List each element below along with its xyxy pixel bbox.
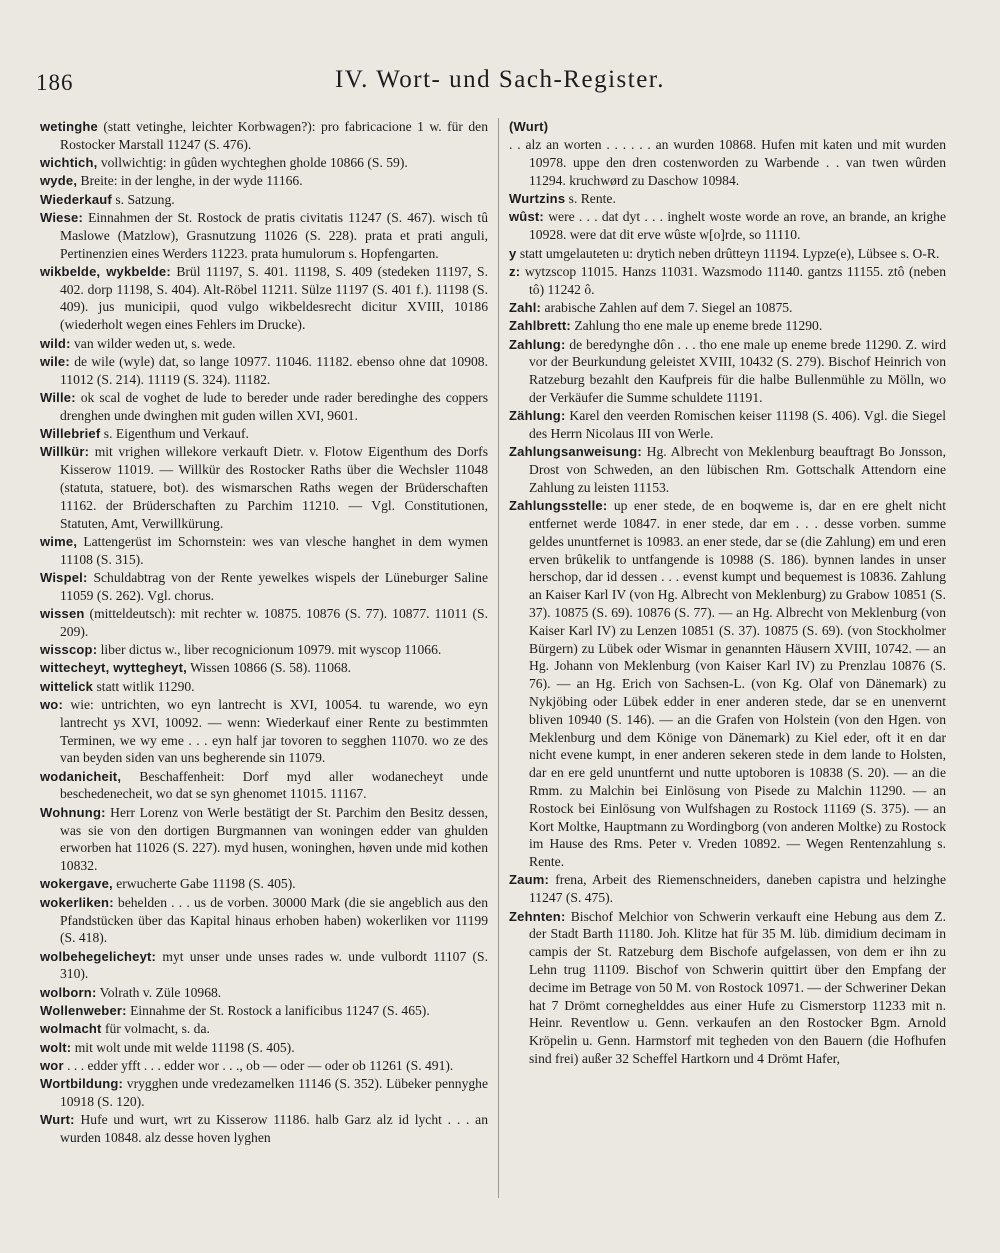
entry-headword: Willkür: (40, 444, 90, 460)
register-entry (509, 299, 946, 317)
entry-text: up ener stede, de en boqweme is, dar en ere ghelt nicht entfernet werde 10847. in ener stede, dar em . . . desse vorben. summe geldes ununtfernet is 10983. an ener stede, dar se (die Zahlung) em und eren erven brûkelik to untfangende is 10988 (S. 186). bynnen landes in unser herschop, dar id dessen . . . evenst kumpt und bequemest is 10836. Zahlung an Kaiser Karl IV (von Hg. Albrecht von Meklenburg) zu Grabow 10851 (S. 37). 10875 (S. 69). 10876 (S. 77). — an Hg. Albrecht von Meklenburg (von Kaiser Karl IV) zu Lenzen 10851 (S. 37). 10875 (S. 69). (von Stockholmer Bürgern) zu Lübek oder Wismar in genannten Häusern XVIII, 10742. — an Hg. Johann von Meklenburg (von Kaiser Karl IV) zu Prenzlau 10876 (S. 76). — an Hg. Erich von Sachsen-L. (von Kg. Olaf von Dänemark) zu Nykjöbing oder Lübek edder in ener anderen stede, dar se en unenvernt bliven 10940 (S. 146). — an die Grafen von Holstein (von den Hgen. von Meklenburg und dem Könige von Dänemark) zu Kiel eder, oft it en dar nicht evene kumpt, in ener anderen sekeren stede in dem lande to Holsten, dar en ere geld ununtfernt und nutte uptoboren is 10838 (S. 20). — an die Rmm. zu Malchin bei Einlösung von Pisede zu Malchin 11290. — an Rostock bei Einlösung von Wulfshagen zu Rostock 11169 (S. 375). — an Kort Moltke, Hauptmann zu Wordingborg (von anderen Moltke) zu Rostock im Hause des Rms. Peter v. Vreden 10892. — Wegen Rentenzahlung s. Rente. (529, 498, 946, 870)
entry-text: Einnahmen der St. Rostock de pratis civitatis 11247 (S. 467). wisch tû Maslowe (Matzlow), Grasnutzung 11026 (S. 228). prata et prati anguli, Pertinenzien eines Werders 11223. prata humulorum s. Hopfengarten. (60, 209, 488, 261)
register-entry (40, 263, 488, 334)
entry-text: s. Eigenthum und Verkauf. (100, 426, 249, 442)
entry-headword: wokerliken: (40, 894, 114, 910)
entry-text: statt witlik 11290. (93, 678, 195, 694)
register-entry (40, 696, 488, 767)
entry-headword: Zaum: (509, 872, 549, 888)
register-entry (40, 191, 488, 209)
entry-text: Lattengerüst im Schornstein: wes van vlesche hanghet in dem wymen 11108 (S. 315). (60, 533, 488, 567)
entry-text: s. Satzung. (111, 191, 175, 207)
entry-text: Breite: in der lenghe, in der wyde 11166. (77, 173, 303, 189)
register-entry (40, 1039, 488, 1057)
register-entry (509, 497, 946, 871)
entry-headword: Zahlbrett: (509, 318, 571, 334)
entry-text: Hufe und wurt, wrt zu Kisserow 11186. halb Garz alz id lycht . . . an wurden 10848. alz desse hoven lyghen (60, 1112, 488, 1146)
entry-headword: Wortbildung: (40, 1076, 124, 1092)
entry-headword: wittelick (40, 678, 94, 694)
entry-text: Volrath v. Züle 10968. (96, 984, 222, 1000)
entry-text: vrygghen unde vredezamelken 11146 (S. 352). Lübeker pennyghe 10918 (S. 120). (60, 1076, 488, 1110)
entry-text: statt umgelauteten u: drytich neben drûtteyn 11194. Lypze(e), Lübsee s. O-R. (516, 245, 940, 261)
register-entry (40, 1002, 488, 1020)
entry-text: de beredynghe dôn . . . tho ene male up eneme brede 11290. Z. wird vor der Beurkundung geleistet XVIII, 10432 (S. 279). Bischof Heinrich von Ratzeburg bezahlt den Kaufpreis für die halbe Bullenmühle zu Mölln, wo der Verkäufer die Summe schuldete 11191. (529, 336, 946, 405)
entry-headword: wokergave, (40, 876, 113, 892)
register-entry (509, 871, 946, 907)
entry-text: myt unser unde unses rades w. unde vulbordt 11107 (S. 310). (60, 948, 488, 982)
entry-headword: Wollenweber: (40, 1003, 127, 1019)
register-entry (40, 804, 488, 875)
entry-headword: Wiederkauf (40, 191, 112, 207)
entry-headword: Zahl: (509, 299, 542, 315)
register-entry (40, 678, 488, 696)
register-entry (40, 984, 488, 1002)
register-entry (40, 335, 488, 353)
entry-text: . . alz an worten . . . . . . an wurden 10868. Hufen mit katen und mit wurden 10978. uppe den dren costenworden zu Warbende . . van twen wûrden 11294. kruchwørd zu Daschow 10984. (509, 137, 946, 188)
entry-text: . . . edder yfft . . . edder wor . . ., ob — oder — oder ob 11261 (S. 491). (63, 1057, 454, 1073)
register-entry (40, 118, 488, 154)
entry-headword: wikbelde, wykbelde: (40, 263, 171, 279)
register-entry (40, 1075, 488, 1111)
entry-headword: wisscop: (40, 642, 98, 658)
register-entry (509, 317, 946, 335)
entry-headword: wittecheyt, wyttegheyt, (40, 660, 187, 676)
entry-headword: wûst: (509, 209, 544, 225)
entry-text: Karel den veerden Romischen keiser 11198 (S. 406). Vgl. die Siegel des Herrn Nicolaus III von Werle. (529, 408, 946, 442)
register-entry (509, 443, 946, 496)
entry-headword: z: (509, 263, 521, 279)
register-entry (509, 407, 946, 443)
entry-text: Wissen 10866 (S. 58). 11068. (186, 660, 352, 676)
entry-text: frena, Arbeit des Riemenschneiders, daneben capistra und helzinghe 11247 (S. 475). (529, 872, 946, 906)
entry-text: wytzscop 11015. Hanzs 11031. Wazsmodo 11140. gantzs 11155. ztô (neben tô) 11242 ô. (520, 263, 946, 297)
entry-text: (mitteldeutsch): mit rechter w. 10875. 10876 (S. 77). 10877. 11011 (S. 209). (60, 606, 488, 639)
register-entry (509, 908, 946, 1068)
entry-text: van wilder weden ut, s. wede. (70, 335, 236, 351)
entry-text: Einnahme der St. Rostock a lanificibus 11247 (S. 465). (126, 1003, 430, 1019)
entry-headword: Wurtzins (509, 191, 566, 207)
entry-headword: (Wurt) (509, 119, 549, 134)
entry-text: behelden . . . us de vorben. 30000 Mark (die sie angeblich aus den Pfandstücken über das Kapital hinaus erhoben haben) wokerliken vor 11199 (S. 418). (60, 894, 488, 946)
entry-headword: wissen (40, 606, 85, 622)
entry-text: ok scal de voghet de lude to bereder unde rader beredinghe des coppers drenghen unde dwinghen mit guden willen XVI, 9601. (60, 389, 488, 423)
entry-headword: Wurt: (40, 1112, 75, 1128)
entry-text: liber dictus w., liber recognicionum 10979. mit wyscop 11066. (97, 642, 442, 658)
running-head: IV. Wort- und Sach-Register. (334, 66, 665, 93)
entry-headword: wichtich, (40, 155, 98, 171)
entry-text: Brül 11197, S. 401. 11198, S. 409 (stedeken 11197, S. 402. dorp 11198, S. 404). Alt-Röbel 11211. Sülze 11197 (S. 401 f.). 11198 (S. 409). jus municipii, quod vulgo wikbeldesrecht dicitur XVIII, 10186 (wiederholt wegen eines Fehlers im Drucke). (60, 263, 488, 333)
register-entry (40, 948, 488, 984)
register-entry (40, 1111, 488, 1147)
entry-text: erwucherte Gabe 11198 (S. 405). (112, 876, 296, 892)
register-entry (40, 443, 488, 532)
register-entry (509, 208, 946, 244)
register-entry (40, 641, 488, 659)
left-column (40, 118, 488, 1147)
column-divider (498, 118, 499, 1198)
register-entry (40, 875, 488, 893)
entry-headword: Wille: (40, 389, 76, 405)
entry-headword: wild: (40, 335, 71, 351)
register-entry (509, 136, 946, 189)
register-entry (509, 336, 946, 407)
entry-headword: Zahlung: (509, 336, 566, 352)
register-entry (40, 659, 488, 677)
entry-headword: Wispel: (40, 569, 88, 585)
register-entry (40, 425, 488, 443)
register-entry (509, 245, 946, 263)
register-entry (40, 768, 488, 804)
entry-headword: wyde, (40, 173, 78, 189)
register-entry (40, 154, 488, 172)
register-entry (40, 569, 488, 605)
entry-headword: y (509, 245, 517, 261)
entry-headword: wo: (40, 697, 63, 712)
entry-text: s. Rente. (565, 191, 616, 207)
register-entry (40, 209, 488, 262)
register-entry (40, 605, 488, 641)
entry-headword: wime, (40, 533, 78, 549)
entry-headword: wor (40, 1057, 64, 1073)
entry-text: mit vrighen willekore verkauft Dietr. v. Flotow Eigenthum des Dorfs Kisserow 11019. — Willkür des Rostocker Raths über die Wechsler 11048 (statuta, statuere, bot). des wismarschen Raths wegen der Brüderschaften 11162. der Brüderschaften zu Parchim 11210. — Vgl. Constitutionen, Statuten, Amt, Verwillkürung. (60, 444, 488, 531)
register-entry (40, 172, 488, 190)
entry-text: Schuldabtrag von der Rente yewelkes wispels der Lüneburger Saline 11059 (S. 262). Vgl. chorus. (60, 569, 488, 603)
right-column (509, 118, 946, 1068)
page-number: 186 (36, 70, 74, 95)
entry-headword: Zehnten: (509, 908, 566, 924)
entry-text: arabische Zahlen auf dem 7. Siegel an 10875. (541, 299, 793, 315)
entry-text: were . . . dat dyt . . . inghelt woste worde an rove, an brande, an krighe 10928. were dat dit erve wûste w[o]rde, so 11110. (529, 209, 946, 243)
entry-headword: Wiese: (40, 209, 83, 225)
register-entry (40, 353, 488, 389)
entry-text: Zahlung tho ene male up eneme brede 11290. (570, 318, 823, 334)
entry-text: Bischof Melchior von Schwerin verkauft eine Hebung aus dem Z. der Stadt Barth 11180. Joh. Klitze hat für 35 M. lüb. dimidium decimam in campis der St. Ratzeburg dem Bischofe aufgelassen, von dem er ihn zu Lehn trug 11109. Bischof von Schwerin quittirt über den Empfang der decime im Betrage von 50 M. von Rostock 10971. — der Schweriner Dekan hat 7 Drömt corneghelddes aus einer Hufe zu Cismerstorp 11233 mit n. Heinr. Reventlow u. Genn. verkaufen an den Rostocker Bgm. Arnold Kröpelin u. Genn. Harmstorf mit tegheden von den Bauern (die Hofhufen sind frei) außer 32 Scheffel Hartkorn und 4 Drömt Hafer, (529, 908, 946, 1066)
entry-headword: Zählung: (509, 408, 566, 424)
entry-text: Herr Lorenz von Werle bestätigt der St. Parchim den Besitz dessen, was sie von den dortigen Burgmannen van woningen edder van ghulden erworben hat 11026 (S. 227). myd husen, woninghen, høven unde mid kothen 10832. (60, 804, 488, 874)
entry-headword: wolbehegelicheyt: (40, 948, 157, 964)
entry-text: vollwichtig: in gûden wychteghen gholde 10866 (S. 59). (97, 155, 408, 171)
register-entry (509, 263, 946, 299)
entry-headword: wolt: (40, 1039, 72, 1055)
register-entry (40, 389, 488, 425)
register-entry (509, 118, 946, 136)
entry-headword: Zahlungsstelle: (509, 498, 608, 514)
entry-headword: wodanicheit, (40, 768, 122, 784)
entry-text: de wile (wyle) dat, so lange 10977. 11046. 11182. ebenso ohne dat 10908. 11012 (S. 214). 11119 (S. 324). 11182. (60, 353, 488, 387)
entry-headword: Wohnung: (40, 804, 106, 820)
entry-headword: wolborn: (40, 984, 97, 1000)
entry-text: Hg. Albrecht von Meklenburg beauftragt Bo Jonsson, Drost von Schweden, an den lübischen Rm. Gottschalk Attendorn eine Zahlung zu leisten 11153. (529, 444, 946, 495)
entry-headword: Willebrief (40, 426, 101, 442)
entry-text: (statt vetinghe, leichter Korbwagen?): pro fabricacione 1 w. für den Rostocker Marstall 11247 (S. 476). (60, 119, 488, 152)
register-entry (40, 1057, 488, 1075)
entry-headword: wolmacht (40, 1021, 102, 1037)
entry-headword: wile: (40, 353, 70, 369)
entry-text: Beschaffenheit: Dorf myd aller wodanecheyt unde beschedenecheit, wo dat se syn ghenomet 11015. 11167. (60, 768, 488, 802)
entry-text: für volmacht, s. da. (101, 1021, 210, 1037)
register-entry (40, 894, 488, 947)
entry-text: mit wolt unde mit welde 11198 (S. 405). (71, 1039, 295, 1055)
entry-headword: Zahlungsanweisung: (509, 444, 642, 460)
register-entry (40, 533, 488, 569)
register-entry (509, 190, 946, 208)
entry-text: wie: untrichten, wo eyn lantrecht is XVI, 10054. tu warende, wo eyn lantrecht ys XVI, 10092. — wenn: Wiederkauf einer Rente zu bestimmten Terminen, we wy eme . . . eyn half jar tovoren to segghen 11070. wo ze des van beyden siden van uns begherende sin 11079. (60, 697, 488, 766)
register-entry (40, 1020, 488, 1038)
entry-headword: wetinghe (40, 119, 98, 134)
